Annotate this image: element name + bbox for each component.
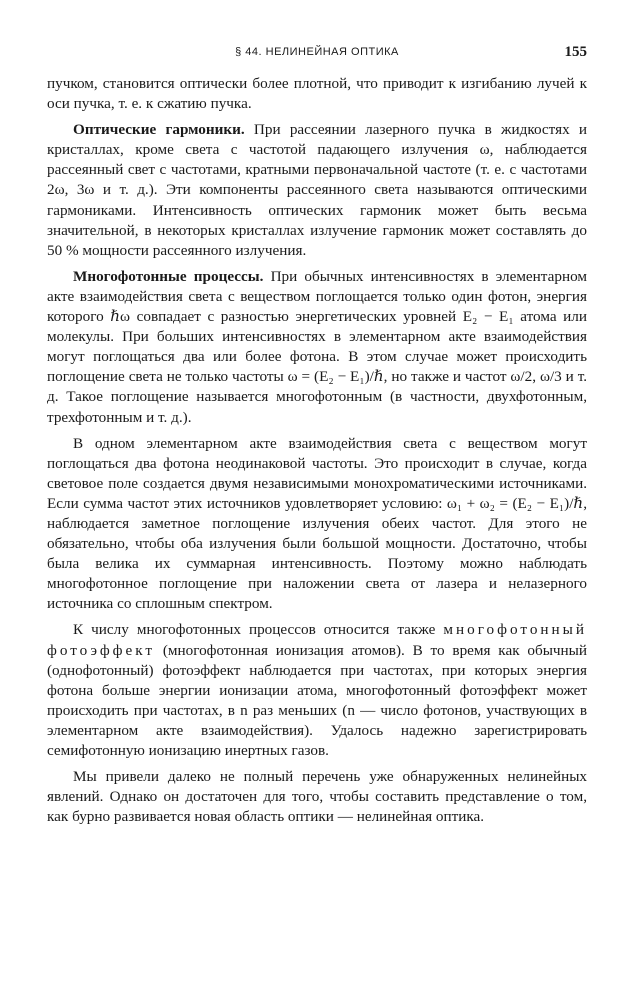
page-header xyxy=(47,40,587,64)
book-page xyxy=(47,40,587,833)
paragraph-continuation xyxy=(47,74,587,114)
page-number: 155 xyxy=(564,44,587,60)
paragraph-optical-harmonics xyxy=(47,120,587,261)
paragraph-text: При рассеянии лазерного пучка в жидкостях и кристаллах, кроме света с частотой падающего излучения ω, наблюдается рассеянный свет с частотами, кратными первоначальной частоте (т. е. с частотами 2ω, 3ω и т. д.). Эти компоненты рассеянного света называются оптическими гармониками. Интенсивность оптических гармоник может быть весьма значительной, в некоторых кристаллах излучение гармоник может составлять до 50 % мощности рассеянного излучения. xyxy=(47,121,588,259)
section-run-in-heading: Оптические гармоники. xyxy=(73,121,245,139)
paragraph-text: Мы привели далеко не полный перечень уже обнаруженных нелинейных явлений. Однако он достаточен для того, чтобы составить представление о том, как бурно развивается новая область оптики — нелинейная оптика. xyxy=(47,768,587,826)
paragraph-text: При обычных интенсивностях в элементарном акте взаимодействия света с веществом поглощается только один фотон, энергия которого ℏω совпадает с разностью энергетических уровней E₂ − E₁ атома или молекулы. При больших интенсивностях в элементарном акте взаимодействия могут поглощаться два или более фотона. В этом случае может происходить поглощение света не только частоты ω = (E₂ − E₁)/ℏ, но также и частот ω/2, ω/3 и т. д. Такое поглощение называется многофотонным (в частности, двухфотонным, трехфотонным и т. д.). xyxy=(47,267,587,426)
paragraph-text: К числу многофотонных процессов относится также xyxy=(73,621,436,639)
running-head: § 44. НЕЛИНЕЙНАЯ ОПТИКА xyxy=(235,46,399,58)
paragraph-multiphoton-processes xyxy=(47,267,587,428)
paragraph-text: В одном элементарном акте взаимодействия света с веществом могут поглощаться два фотона неодинаковой частоты. Это происходит в случае, когда световое поле создается двумя независимыми монохроматическими источниками. Если сумма частот этих источников удовлетворяет условию: ω₁ + ω₂ = (E₂ − E₁)/ℏ, наблюдается заметное поглощение излучения обеих частот. Для этого не обязательно, чтобы оба излучения были большой мощности. Достаточно, чтобы была велика их суммарная интенсивность. Поэтому можно наблюдать многофотонное поглощение при наложении света от лазера и нелазерного источника со сплошным спектром. xyxy=(47,434,587,613)
emphasized-term: многофотонный фотоэффект xyxy=(47,621,588,659)
paragraph-text: (многофотонная ионизация атомов). В то время как обычный (однофотонный) фотоэффект наблюдается при частотах, при которых энергия фотона больше энергии ионизации атома, многофотонный фотоэффект может происходить при частотах, в n раз меньших (n — число фотонов, участвующих в элементарном акте взаимодействия). Удалось надежно зарегистрировать семифотонную ионизацию инертных газов. xyxy=(47,641,588,759)
paragraph-text: пучком, становится оптически более плотной, что приводит к изгибанию лучей к оси пучка, т. е. к сжатию пучка. xyxy=(47,75,587,113)
body-text xyxy=(47,74,587,827)
section-run-in-heading: Многофотонные процессы. xyxy=(73,267,264,285)
paragraph-two-frequency-absorption xyxy=(47,434,587,615)
paragraph-multiphoton-photoeffect xyxy=(47,620,587,761)
paragraph-conclusion xyxy=(47,767,587,827)
